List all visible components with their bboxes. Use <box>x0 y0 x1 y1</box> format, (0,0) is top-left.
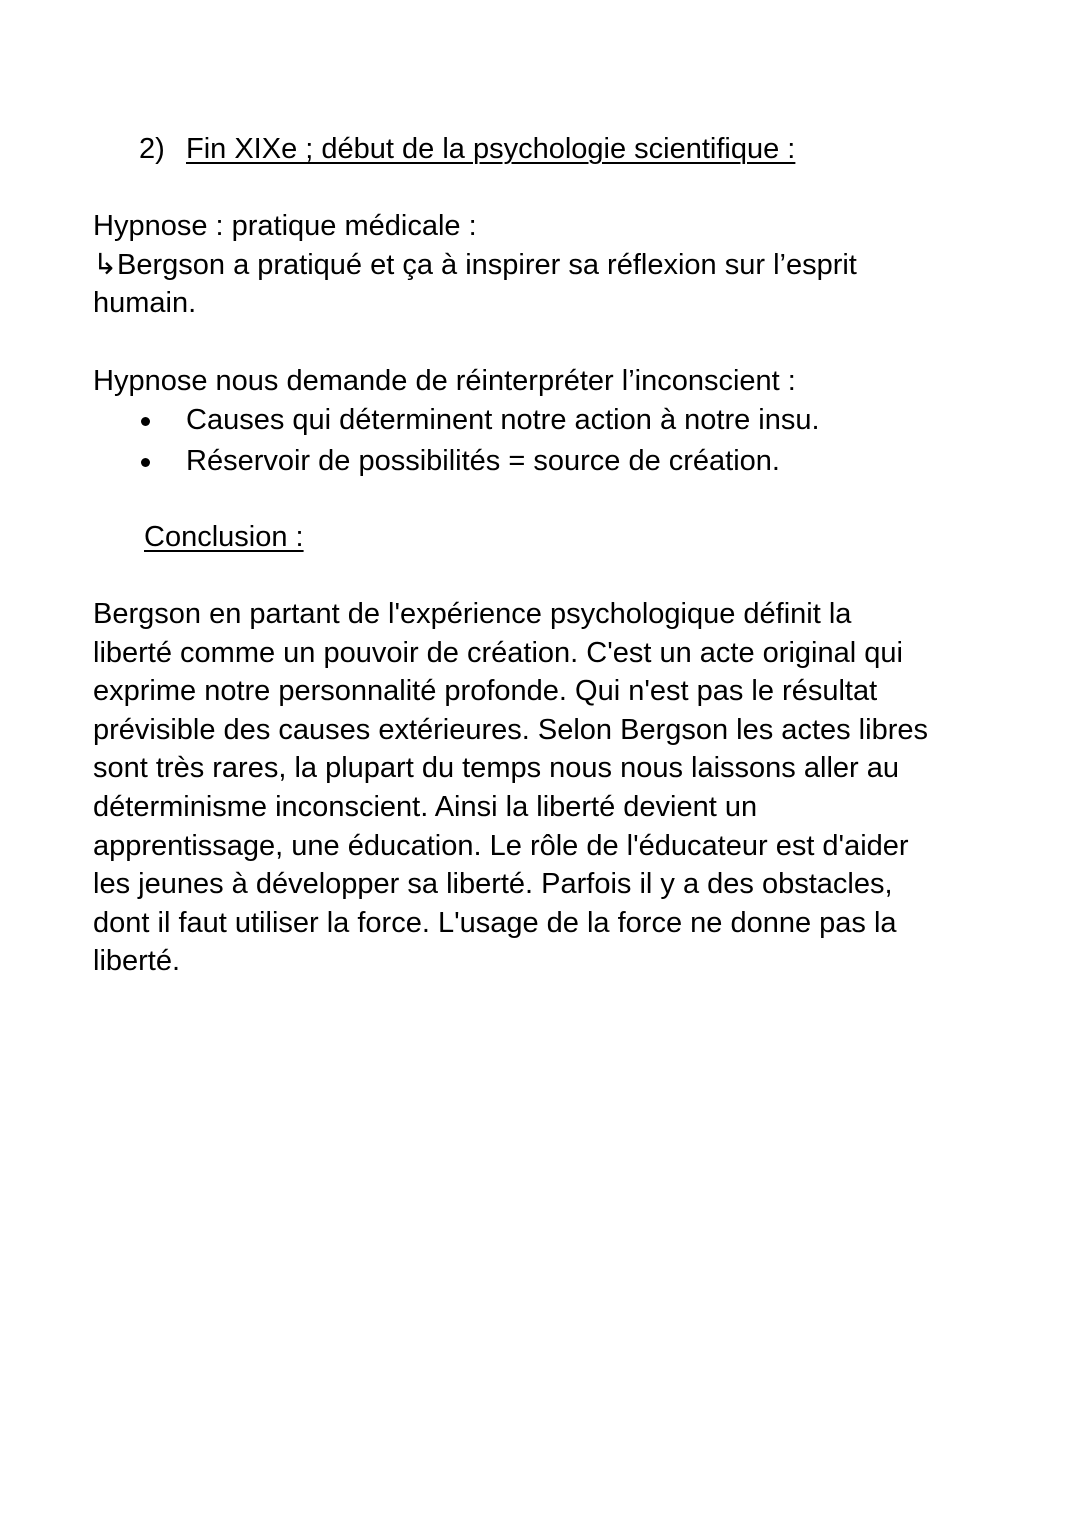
paragraph-line: liberté comme un pouvoir de création. C'est un acte original qui <box>93 636 903 669</box>
paragraph-line: exprime notre personnalité profonde. Qui n'est pas le résultat <box>93 675 878 708</box>
hypnose-heading: Hypnose : pratique médicale : <box>93 210 477 242</box>
paragraph-line: apprentissage, une éducation. Le rôle de l'éducateur est d'aider <box>93 829 909 862</box>
section-heading <box>139 130 795 169</box>
inconscient-intro-block <box>93 362 993 401</box>
conclusion-heading: Conclusion : <box>144 521 304 553</box>
bullet-icon <box>141 417 150 426</box>
arrow-return-icon: ↳ <box>93 248 118 281</box>
paragraph-line: Bergson en partant de l'expérience psychologique définit la <box>93 598 852 630</box>
paragraph-line: liberté. <box>93 945 181 978</box>
conclusion-paragraph <box>93 595 998 981</box>
section-title: Fin XIXe ; début de la psychologie scientifique : <box>186 133 796 165</box>
hypnose-arrow-text-cont: humain. <box>93 287 197 320</box>
hypnose-arrow-text: Bergson a pratiqué et ça à inspirer sa réflexion sur l’esprit <box>117 248 857 281</box>
list-item <box>93 401 820 442</box>
hypnose-block <box>93 207 993 323</box>
bullet-icon <box>141 458 150 467</box>
paragraph-line: dont il faut utiliser la force. L'usage de la force ne donne pas la <box>93 906 897 939</box>
paragraph-line: déterminisme inconscient. Ainsi la liberté devient un <box>93 790 758 823</box>
section-number: 2) <box>139 133 165 165</box>
paragraph-line: les jeunes à développer sa liberté. Parfois il y a des obstacles, <box>93 868 893 901</box>
hypnose-arrow-line <box>93 246 993 285</box>
inconscient-bullet-list <box>93 401 820 482</box>
paragraph-line: sont très rares, la plupart du temps nous nous laissons aller au <box>93 752 899 785</box>
list-item <box>93 442 820 483</box>
bullet-text: Réservoir de possibilités = source de création. <box>186 444 780 477</box>
paragraph-line: prévisible des causes extérieures. Selon Bergson les actes libres <box>93 713 928 746</box>
bullet-text: Causes qui déterminent notre action à notre insu. <box>186 404 820 436</box>
inconscient-intro: Hypnose nous demande de réinterpréter l’inconscient : <box>93 365 796 397</box>
